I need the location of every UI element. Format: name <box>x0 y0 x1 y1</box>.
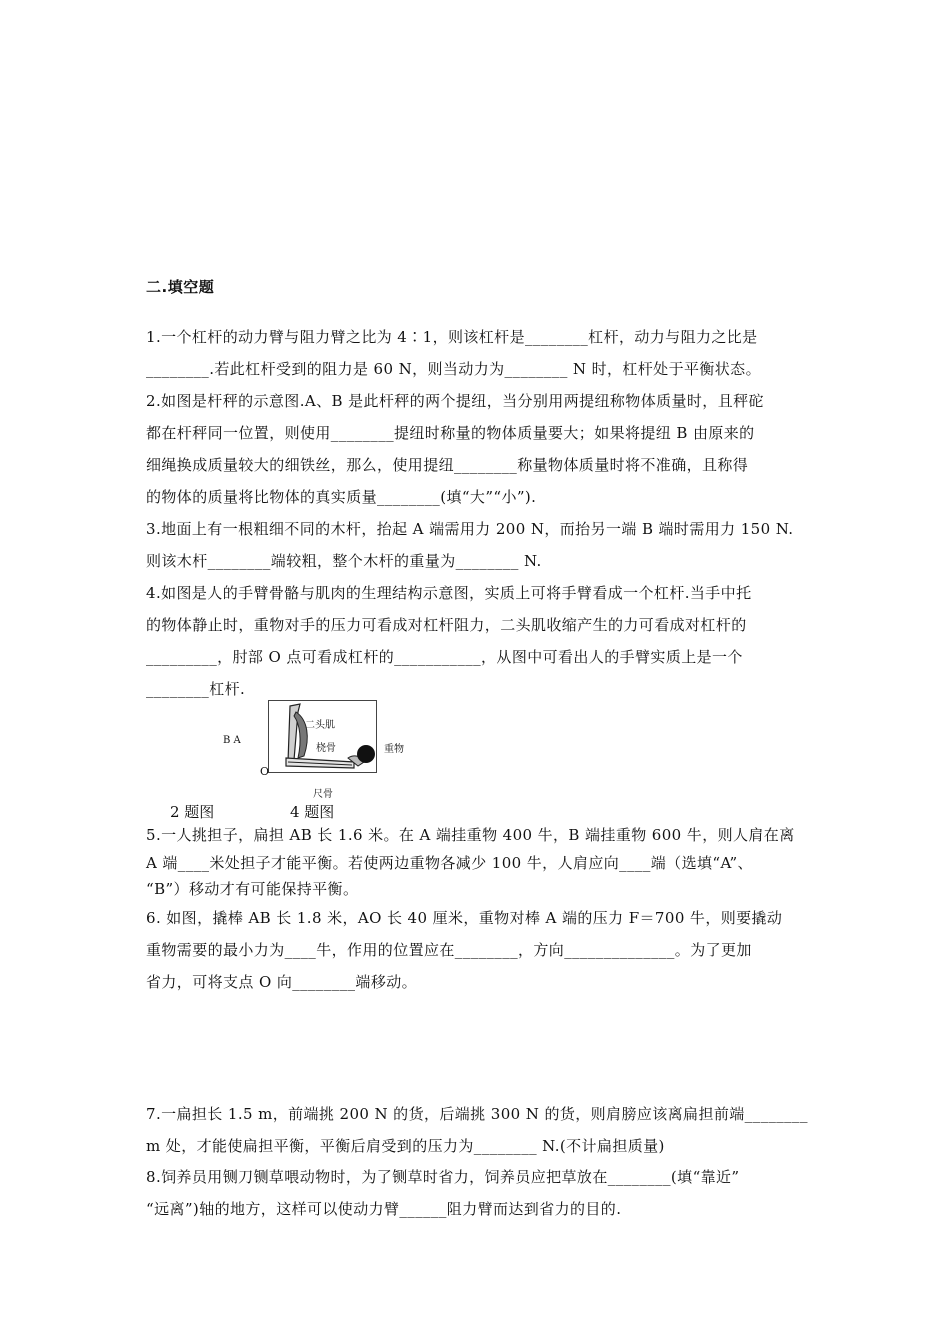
caption-figure-4: 4 题图 <box>290 803 335 821</box>
text-line: “远离”)轴的地方，这样可以使动力臂______阻力臂而达到省力的目的. <box>146 1200 622 1218</box>
text-line: ________杠杆. <box>146 680 246 698</box>
text-line: 省力，可将支点 O 向________端移动。 <box>146 973 418 991</box>
caption-figure-2: 2 题图 <box>170 803 215 821</box>
label-o: O <box>260 765 270 778</box>
text-line: 1.一个杠杆的动力臂与阻力臂之比为 4∶1，则该杠杆是________杠杆，动力与阻力之比是 <box>146 328 758 346</box>
text-line: m 处，才能使扁担平衡，平衡后肩受到的压力为________ N.(不计扁担质量) <box>146 1137 665 1155</box>
text-line: 6. 如图，撬棒 AB 长 1.8 米，AO 长 40 厘米，重物对棒 A 端的压力 F＝700 牛，则要撬动 <box>146 909 783 927</box>
text-line: 5.一人挑担子，扁担 AB 长 1.6 米。在 A 端挂重物 400 牛，B 端挂重物 600 牛，则人肩在离 <box>146 826 795 844</box>
text-line: 2.如图是杆秤的示意图.A、B 是此杆秤的两个提纽，当分别用两提纽称物体质量时，且秤砣 <box>146 392 764 410</box>
text-line: 的物体的质量将比物体的真实质量________(填“大”“小”). <box>146 488 537 506</box>
text-line: 重物需要的最小力为____牛，作用的位置应在________，方向______________。为了更加 <box>146 941 752 959</box>
text-line: 4.如图是人的手臂骨骼与肌肉的生理结构示意图，实质上可将手臂看成一个杠杆.当手中托 <box>146 584 752 602</box>
label-weight: 重物 <box>384 744 404 755</box>
text-line: 8.饲养员用铡刀铡草喂动物时，为了铡草时省力，饲养员应把草放在________(填“靠近” <box>146 1168 740 1186</box>
text-line: A 端____米处担子才能平衡。若使两边重物各减少 100 牛，人肩应向____端（选填“A”、 <box>146 854 753 872</box>
arm-lever-figure <box>268 700 378 775</box>
text-line: 则该木杆________端较粗，整个木杆的重量为________ N. <box>146 552 542 570</box>
label-radius: 桡骨 <box>316 743 336 754</box>
text-line: ________.若此杠杆受到的阻力是 60 N，则当动力为________ N 时，杠杆处于平衡状态。 <box>146 360 761 378</box>
arm-diagram-icon <box>268 700 378 775</box>
text-line: _________，肘部 O 点可看成杠杆的___________，从图中可看出人的手臂实质上是一个 <box>146 648 743 666</box>
text-line: 细绳换成质量较大的细铁丝，那么，使用提纽________称量物体质量时将不准确，且称得 <box>146 456 749 474</box>
label-biceps: 二头肌 <box>305 720 335 731</box>
text-line: 7.一扁担长 1.5 m，前端挑 200 N 的货，后端挑 300 N 的货，则肩膀应该离扁担前端________ <box>146 1105 808 1123</box>
label-ulna: 尺骨 <box>313 789 333 800</box>
text-line: “B”）移动才有可能保持平衡。 <box>146 880 359 898</box>
text-line: 3.地面上有一根粗细不同的木杆，抬起 A 端需用力 200 N，而抬另一端 B 端时需用力 150 N. <box>146 520 794 538</box>
text-line: 都在杆秤同一位置，则使用________提纽时称量的物体质量要大；如果将提纽 B 由原来的 <box>146 424 755 442</box>
label-ba: B A <box>223 735 241 746</box>
text-line: 的物体静止时，重物对手的压力可看成对杠杆阻力，二头肌收缩产生的力可看成对杠杆的 <box>146 616 747 634</box>
section-heading: 二.填空题 <box>146 278 215 296</box>
